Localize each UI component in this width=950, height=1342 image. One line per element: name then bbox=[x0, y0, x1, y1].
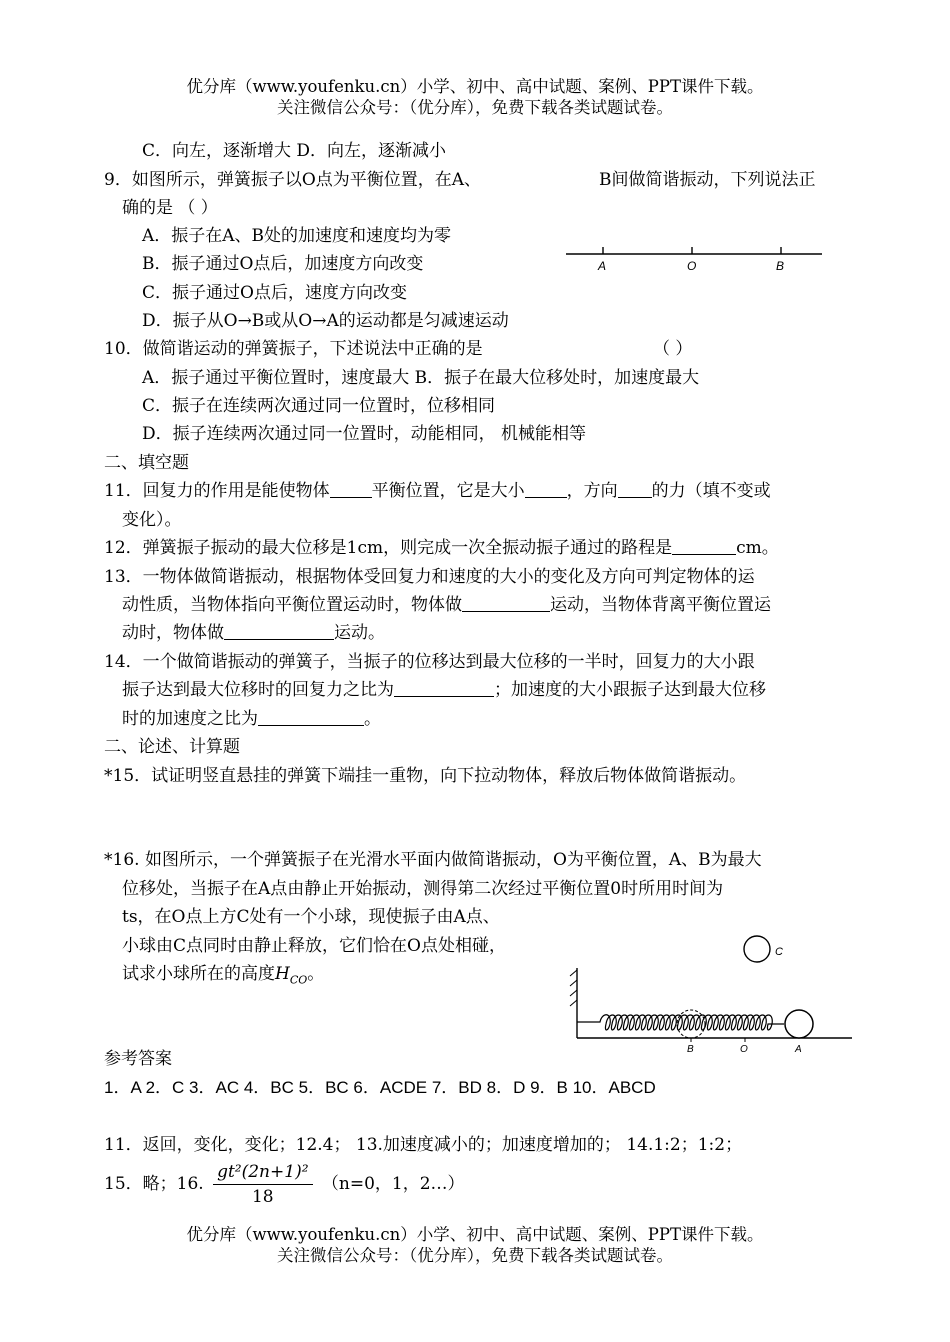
answers-line3 bbox=[104, 1160, 465, 1209]
q11-blank-1[interactable] bbox=[330, 480, 372, 498]
q13-line3 bbox=[122, 620, 385, 646]
fraction-numerator: gt²(2n+1)² bbox=[213, 1160, 312, 1185]
q16-label-o: O bbox=[740, 1044, 748, 1055]
q11-blank-3[interactable] bbox=[618, 480, 652, 498]
q16-text-5a: 试求小球所在的高度 bbox=[122, 964, 275, 984]
q10-option-d: D．振子连续两次通过同一位置时，动能相同， 机械能相等 bbox=[142, 424, 587, 444]
q15-text: *15．试证明竖直悬挂的弹簧下端挂一重物，向下拉动物体，释放后物体做简谐振动。 bbox=[104, 766, 747, 786]
page-footer bbox=[0, 1224, 950, 1266]
q12-blank[interactable] bbox=[672, 537, 736, 555]
q13-text-2b: 运动，当物体背离平衡位置运 bbox=[550, 595, 771, 615]
answers-line1: 1．A 2．C 3．AC 4．BC 5．BC 6．ACDE 7．BD 8．D 9．B 10．ABCD bbox=[104, 1078, 656, 1097]
q12-line bbox=[104, 535, 779, 561]
q11-blank-2[interactable] bbox=[525, 480, 567, 498]
q16-figure-spring-oscillator bbox=[560, 928, 855, 1058]
q13-blank-2[interactable] bbox=[224, 622, 334, 640]
page-header bbox=[0, 76, 950, 118]
q12-text-1: 12．弹簧振子振动的最大位移是1cm，则完成一次全振动振子通过的路程是 bbox=[104, 538, 673, 558]
answer-16-fraction bbox=[213, 1160, 312, 1209]
q13-text-2a: 动性质，当物体指向平衡位置运动时，物体做 bbox=[122, 595, 462, 615]
fraction-denominator: 18 bbox=[251, 1187, 274, 1207]
ball-c-icon bbox=[744, 936, 770, 962]
q14-text-2a: 振子达到最大位移时的回复力之比为 bbox=[122, 680, 394, 700]
q10-paren: （ ） bbox=[653, 339, 693, 359]
q9-label-a: A bbox=[598, 259, 607, 273]
q11-text-2: 平衡位置，它是大小 bbox=[371, 481, 525, 501]
section-calculation: 二、论述、计算题 bbox=[104, 737, 240, 757]
q10-options-ab: A．振子通过平衡位置时，速度最大 B．振子在最大位移处时，加速度最大 bbox=[142, 368, 700, 388]
q14-line1: 14．一个做简谐振动的弹簧子，当振子的位移达到最大位移的一半时，回复力的大小跟 bbox=[104, 652, 755, 672]
footer-line-2: 关注微信公众号：（优分库），免费下载各类试题试卷。 bbox=[277, 1246, 673, 1265]
header-line-2: 关注微信公众号：（优分库），免费下载各类试题试卷。 bbox=[277, 98, 673, 117]
q10-option-c: C．振子在连续两次通过同一位置时，位移相同 bbox=[142, 396, 496, 416]
q9-stem-part2: B间做简谐振动，下列说法正 bbox=[599, 170, 816, 190]
q9-figure-axis bbox=[560, 238, 830, 278]
q16-h-subscript: CO bbox=[289, 973, 308, 987]
q11-text-1: 11．回复力的作用是能使物体 bbox=[104, 481, 330, 501]
q13-text-3a: 动时，物体做 bbox=[122, 623, 224, 643]
q9-option-d: D．振子从O→B或从O→A的运动都是匀减速运动 bbox=[142, 311, 509, 331]
section-fill-in: 二、填空题 bbox=[104, 453, 189, 473]
ball-b-dashed-icon bbox=[677, 1010, 705, 1038]
q8-options-cd: C．向左，逐渐增大 D．向左，逐渐减小 bbox=[142, 141, 447, 161]
q9-option-b: B．振子通过O点后，加速度方向改变 bbox=[142, 254, 424, 274]
spring-icon bbox=[577, 1015, 784, 1030]
q13-text-3b: 运动。 bbox=[334, 623, 385, 643]
q16-line1: *16. 如图所示，一个弹簧振子在光滑水平面内做简谐振动，O为平衡位置，A、B为最大 bbox=[104, 850, 762, 870]
header-line-1: 优分库（www.youfenku.cn）小学、初中、高中试题、案例、PPT课件下载。 bbox=[186, 77, 764, 96]
q9-stem-line2: 确的是 （ ） bbox=[122, 198, 218, 218]
q14-blank-2[interactable] bbox=[258, 708, 364, 726]
q16-line4: 小球由C点同时由静止释放，它们恰在O点处相碰， bbox=[122, 936, 506, 956]
q14-line2 bbox=[122, 677, 766, 703]
q9-label-o: O bbox=[687, 259, 697, 273]
q13-line2 bbox=[122, 592, 771, 618]
q16-text-5b: 。 bbox=[307, 964, 325, 984]
q9-label-b: B bbox=[776, 259, 785, 273]
q16-line3: ts，在O点上方C处有一个小球，现使振子由A点、 bbox=[122, 907, 500, 927]
answers-text-3b: （n=0，1，2…） bbox=[321, 1174, 465, 1194]
q13-line1: 13．一物体做简谐振动，根据物体受回复力和速度的大小的变化及方向可判定物体的运 bbox=[104, 567, 755, 587]
q9-option-c: C．振子通过O点后，速度方向改变 bbox=[142, 283, 407, 303]
q11-line2: 变化）。 bbox=[122, 510, 182, 530]
q16-label-b: B bbox=[687, 1044, 694, 1055]
q16-label-c: C bbox=[775, 946, 783, 958]
answers-title: 参考答案 bbox=[104, 1049, 172, 1069]
q14-text-3a: 时的加速度之比为 bbox=[122, 709, 258, 729]
ball-a-icon bbox=[785, 1010, 813, 1038]
answers-text-3a: 15．略；16. bbox=[104, 1174, 204, 1194]
q14-text-2b: ；加速度的大小跟振子达到最大位移 bbox=[494, 680, 766, 700]
q14-line3 bbox=[122, 706, 381, 732]
q16-h-symbol: H bbox=[275, 964, 290, 984]
q16-line2: 位移处，当振子在A点由静止开始振动，测得第二次经过平衡位置0时所用时间为 bbox=[122, 879, 724, 899]
q14-text-3b: 。 bbox=[364, 709, 381, 729]
q16-label-a: A bbox=[795, 1044, 802, 1055]
answers-line2: 11．返回，变化，变化；12.4； 13.加速度减小的；加速度增加的； 14.1:2；1:2； bbox=[104, 1135, 743, 1155]
footer-line-1: 优分库（www.youfenku.cn）小学、初中、高中试题、案例、PPT课件下载。 bbox=[186, 1225, 764, 1244]
q11-text-4: 的力（填不变或 bbox=[651, 481, 771, 501]
q9-option-a: A．振子在A、B处的加速度和速度均为零 bbox=[142, 226, 452, 246]
q16-line5 bbox=[122, 961, 324, 993]
q13-blank-1[interactable] bbox=[462, 594, 550, 612]
q11-line1 bbox=[104, 478, 771, 504]
q9-stem-part1: 9．如图所示，弹簧振子以O点为平衡位置，在A、 bbox=[104, 170, 482, 190]
q10-stem: 10．做简谐运动的弹簧振子，下述说法中正确的是 bbox=[104, 339, 483, 359]
q12-text-2: cm。 bbox=[736, 538, 779, 558]
q14-blank-1[interactable] bbox=[394, 679, 494, 697]
q11-text-3: ，方向 bbox=[566, 481, 618, 501]
